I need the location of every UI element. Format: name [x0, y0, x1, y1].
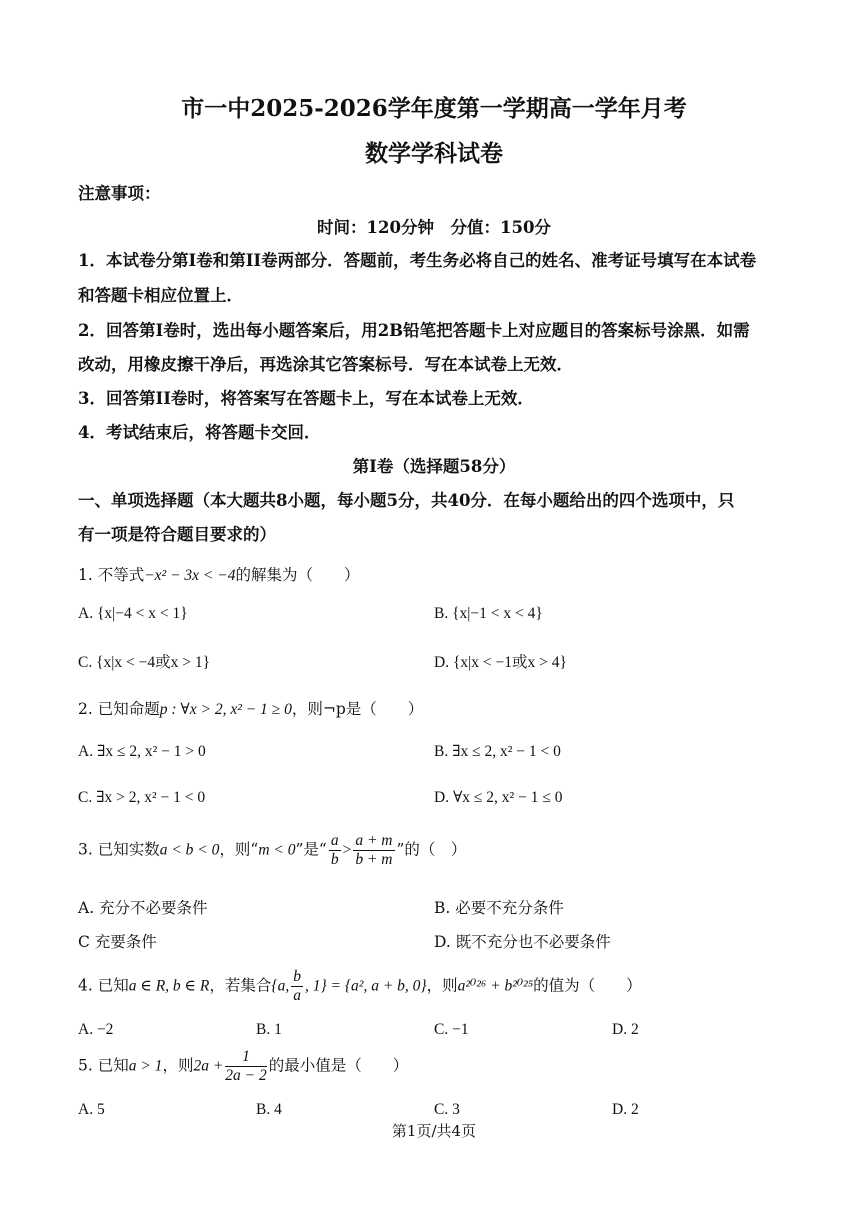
- q3-option-c: C 充要条件: [78, 933, 157, 951]
- q1-option-d: D. {x|x < −1或x > 4}: [434, 654, 567, 671]
- note-item: 1．本试卷分第I卷和第II卷两部分．答题前，考生务必将自己的姓名、准考证号填写在本试卷: [78, 251, 757, 270]
- q3-fraction-a-over-b: $\frac{a}{b}$: [330, 832, 339, 868]
- q4-option-d: D. 2: [612, 1021, 639, 1038]
- q3-option-b: B. 必要不充分条件: [434, 899, 564, 917]
- q3-option-a: A. 充分不必要条件: [78, 899, 208, 917]
- time-score-line: 时间：120分钟 分值：150分: [317, 218, 551, 237]
- q3-option-d: D. 既不充分也不必要条件: [434, 933, 611, 951]
- exam-subtitle: 数学学科试卷: [365, 140, 503, 167]
- note-item: 2．回答第I卷时，选出每小题答案后，用2B铅笔把答题卡上对应题目的答案标号涂黑．如需: [78, 321, 750, 340]
- question-2: 2. 已知命题p : ∀x > 2, x² − 1 ≥ 0，则¬p是（ ）: [78, 700, 424, 718]
- note-item: 改动，用橡皮擦干净后，再选涂其它答案标号．写在本试卷上无效．: [78, 355, 573, 374]
- exam-title: 市一中2025-2026学年度第一学期高一学年月考: [181, 95, 687, 122]
- q1-option-c: C. {x|x < −4或x > 1}: [78, 654, 211, 671]
- q5-option-d: D. 2: [612, 1101, 639, 1118]
- q1-option-a: A. {x|−4 < x < 1}: [78, 605, 188, 622]
- q4-option-b: B. 1: [256, 1021, 282, 1038]
- question-3: 3. 已知实数a < b < 0，则“m < 0”是“ $\frac{a}{b}$ > $\frac{a + m}{b + m}$ ”的（ ）: [78, 832, 467, 868]
- note-item: 和答题卡相应位置上．: [78, 286, 243, 305]
- q2-expression: p : ∀x > 2, x² − 1 ≥ 0: [159, 701, 292, 718]
- q5-option-a: A. 5: [78, 1101, 105, 1118]
- q4-option-a: A. −2: [78, 1021, 114, 1038]
- section-intro: 一、单项选择题（本大题共8小题，每小题5分，共40分．在每小题给出的四个选项中，只: [78, 491, 735, 510]
- page-footer: 第1页/共4页: [391, 1122, 477, 1140]
- q2-option-a: A. ∃x ≤ 2, x² − 1 > 0: [78, 743, 206, 760]
- q5-option-c: C. 3: [434, 1101, 460, 1118]
- question-4: 4. 已知a ∈ R, b ∈ R，若集合{a, $\frac{b}{a}$ , 1} = {a², a + b, 0}，则a²⁰²⁶ + b²⁰²⁵的值为（ ）: [78, 968, 642, 1004]
- q1-expression: −x² − 3x < −4: [144, 567, 236, 584]
- q4-fraction-b-over-a: $\frac{b}{a}$: [293, 968, 301, 1004]
- note-item: 4．考试结束后，将答题卡交回．: [78, 423, 321, 442]
- q2-option-c: C. ∃x > 2, x² − 1 < 0: [78, 789, 206, 806]
- notes-heading: 注意事项：: [78, 184, 161, 203]
- note-item: 3．回答第II卷时，将答案写在答题卡上，写在本试卷上无效．: [78, 389, 534, 408]
- q5-option-b: B. 4: [256, 1101, 282, 1118]
- q1-option-b: B. {x|−1 < x < 4}: [434, 605, 543, 622]
- question-5: 5. 已知a > 1，则2a + $\frac{1}{2a - 2}$ 的最小值是（ ）: [78, 1048, 409, 1084]
- section-heading: 第I卷（选择题58分）: [352, 457, 516, 476]
- q5-fraction: $\frac{1}{2a - 2}$: [225, 1048, 267, 1084]
- q2-option-d: D. ∀x ≤ 2, x² − 1 ≤ 0: [434, 789, 563, 806]
- q4-option-c: C. −1: [434, 1021, 469, 1038]
- q3-fraction-sum: $\frac{a + m}{b + m}$: [355, 832, 393, 868]
- section-intro: 有一项是符合题目要求的）: [78, 525, 276, 544]
- question-1: 1. 不等式−x² − 3x < −4的解集为（ ）: [78, 566, 360, 584]
- q2-option-b: B. ∃x ≤ 2, x² − 1 < 0: [434, 743, 561, 760]
